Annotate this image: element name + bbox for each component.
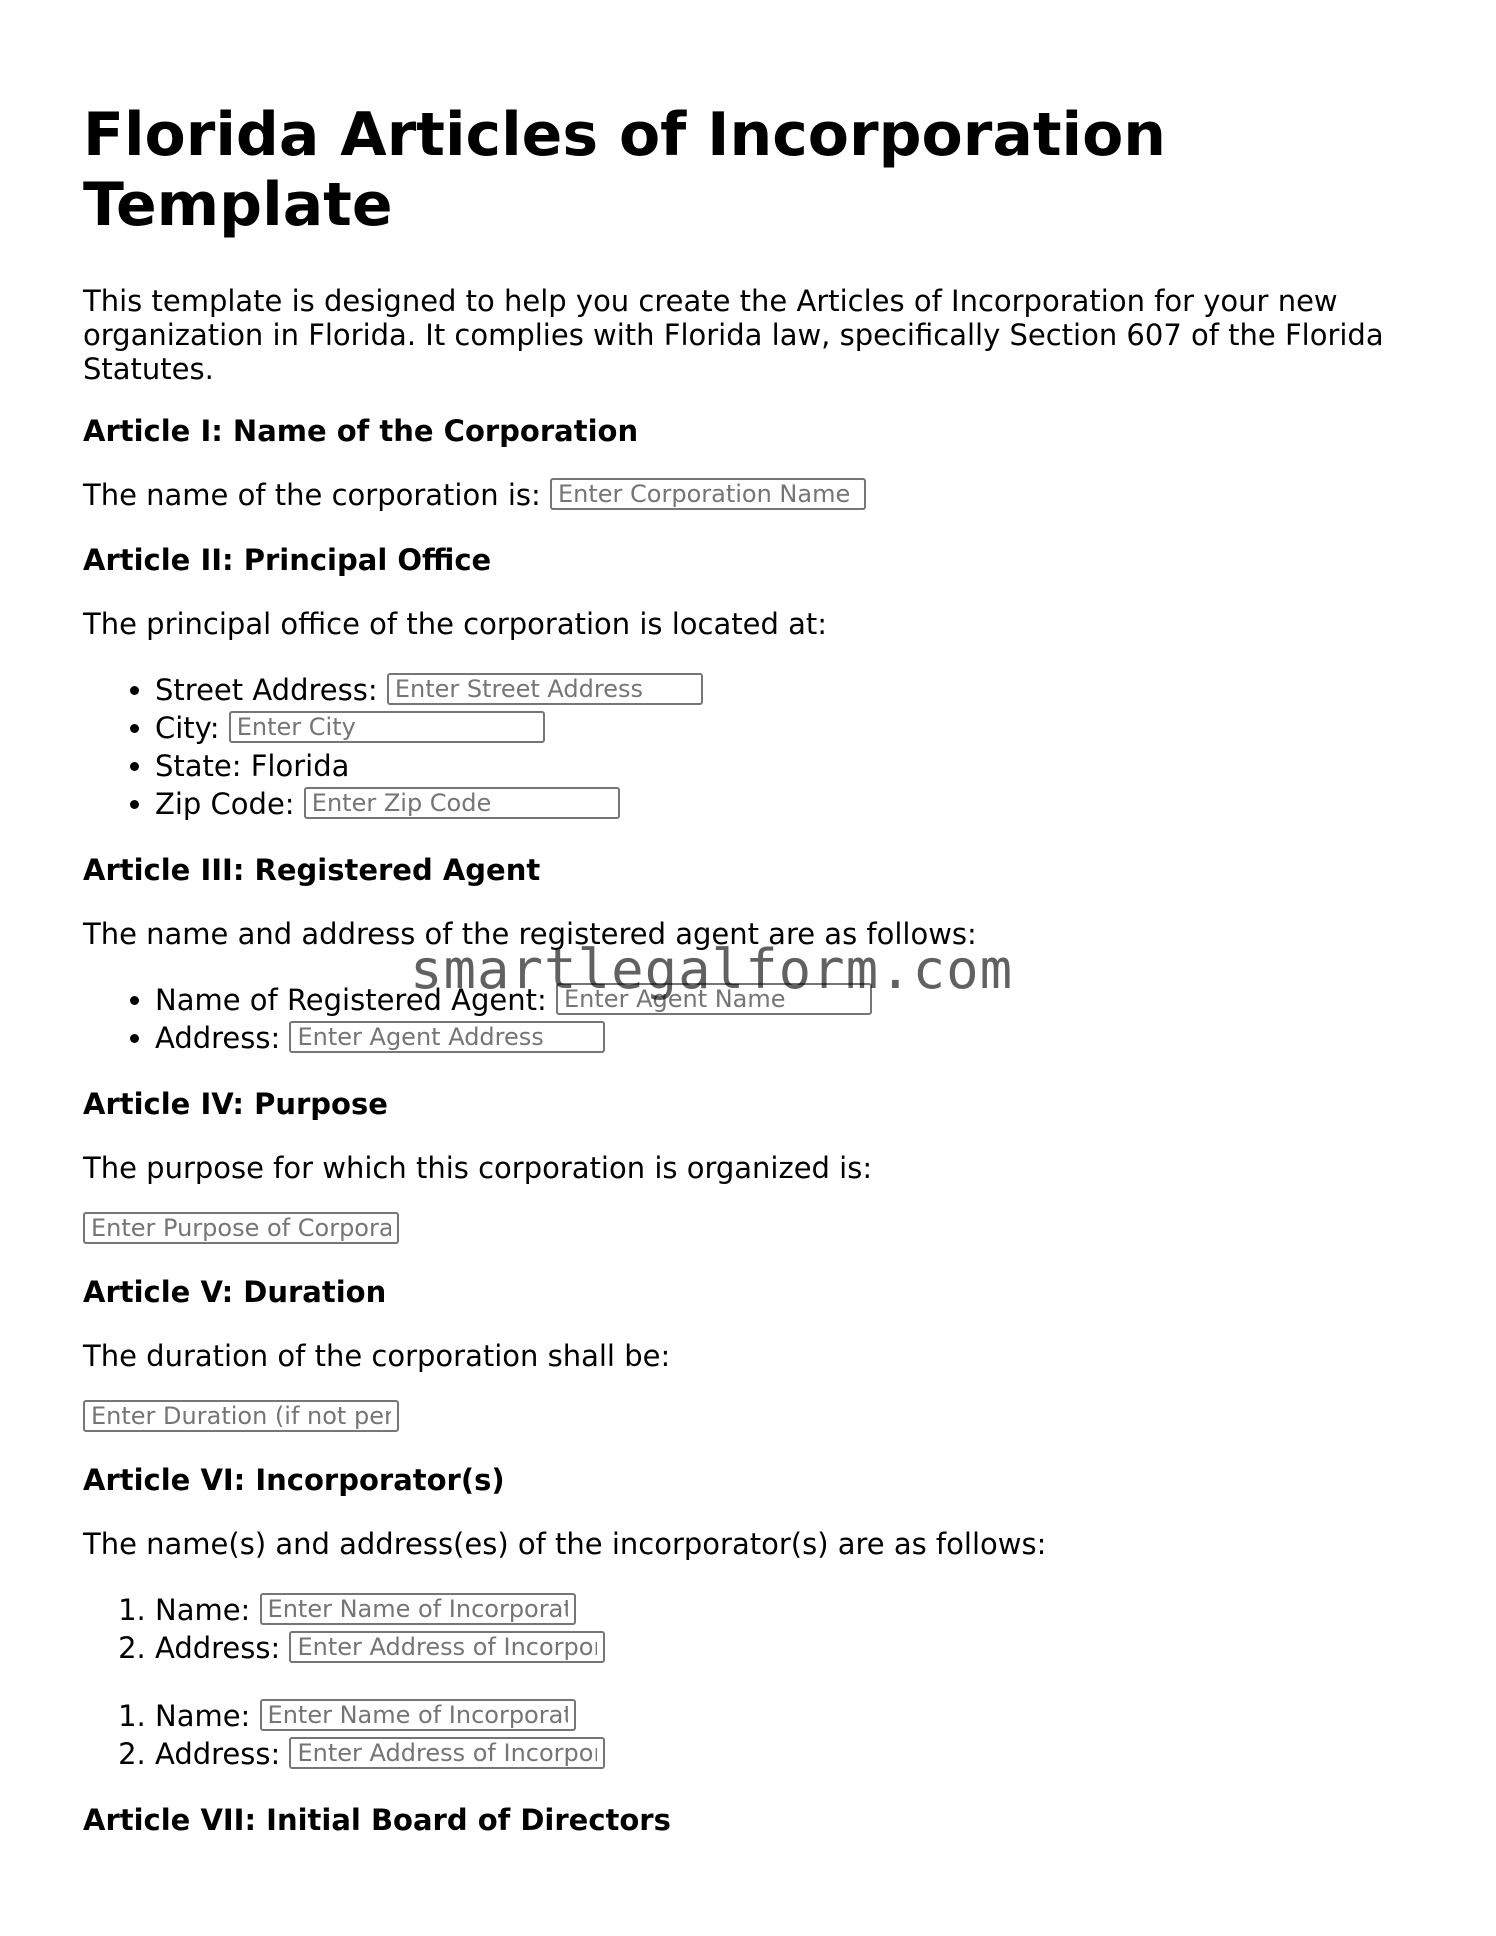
agent-name-label: Name of Registered Agent:	[155, 983, 547, 1017]
page-title: Florida Articles of Incorporation Template	[83, 100, 1167, 240]
list-item	[155, 1735, 1413, 1773]
article-1-line	[83, 478, 1413, 513]
list-item	[155, 1629, 1413, 1667]
city-label: City:	[155, 711, 220, 745]
incorporator-1-name-input[interactable]	[260, 1593, 576, 1625]
principal-office-list	[83, 671, 1413, 823]
incorporator-1-address-input[interactable]	[289, 1631, 605, 1663]
article-5-text: The duration of the corporation shall be:	[83, 1339, 671, 1373]
purpose-field-wrapper	[83, 1215, 1413, 1247]
list-item	[155, 1019, 1413, 1057]
article-2-heading: Article II: Principal Office	[83, 543, 492, 577]
incorporator-name-label: Name:	[155, 1593, 251, 1627]
article-5-heading: Article V: Duration	[83, 1275, 387, 1309]
watermark: smartlegalform.com	[410, 938, 1014, 1001]
incorporator-2-name-input[interactable]	[260, 1699, 576, 1731]
corporation-name-label: The name of the corporation is:	[83, 478, 541, 512]
incorporator-address-label: Address:	[155, 1631, 281, 1665]
article-2-text: The principal office of the corporation is located at:	[83, 607, 828, 641]
agent-address-input[interactable]	[289, 1021, 605, 1053]
article-6-text: The name(s) and address(es) of the incorporator(s) are as follows:	[83, 1527, 1047, 1561]
list-item	[155, 981, 1413, 1019]
article-3-heading: Article III: Registered Agent	[83, 853, 541, 887]
purpose-input[interactable]	[83, 1212, 399, 1244]
duration-field-wrapper	[83, 1403, 1413, 1435]
state-text: State: Florida	[155, 749, 350, 783]
article-3-text: The name and address of the registered agent are as follows:	[83, 917, 977, 951]
list-item	[155, 1697, 1413, 1735]
article-6-heading: Article VI: Incorporator(s)	[83, 1463, 505, 1497]
zip-code-input[interactable]	[304, 787, 620, 819]
duration-input[interactable]	[83, 1400, 399, 1432]
incorporator-address-label: Address:	[155, 1737, 281, 1771]
street-address-label: Street Address:	[155, 673, 378, 707]
incorporator-2-address-input[interactable]	[289, 1737, 605, 1769]
intro-paragraph: This template is designed to help you create the Articles of Incorporation for your new organization in Florida. It complies with Florida law, specifically Section 607 of the Florida Statutes.	[83, 284, 1384, 386]
city-input[interactable]	[229, 711, 545, 743]
incorporator-1-list	[83, 1591, 1413, 1667]
corporation-name-input[interactable]	[550, 478, 866, 510]
article-4-heading: Article IV: Purpose	[83, 1087, 388, 1121]
registered-agent-list	[83, 981, 1413, 1057]
article-7-heading: Article VII: Initial Board of Directors	[83, 1803, 671, 1837]
list-item	[155, 709, 1413, 747]
list-item	[155, 747, 1413, 785]
incorporator-2-list	[83, 1697, 1413, 1773]
zip-code-label: Zip Code:	[155, 787, 295, 821]
street-address-input[interactable]	[387, 673, 703, 705]
article-4-text: The purpose for which this corporation is organized is:	[83, 1151, 873, 1185]
incorporator-name-label: Name:	[155, 1699, 251, 1733]
list-item	[155, 671, 1413, 709]
article-1-heading: Article I: Name of the Corporation	[83, 414, 639, 448]
agent-address-label: Address:	[155, 1021, 281, 1055]
agent-name-input[interactable]	[556, 983, 872, 1015]
list-item	[155, 785, 1413, 823]
list-item	[155, 1591, 1413, 1629]
document	[83, 100, 1413, 1867]
